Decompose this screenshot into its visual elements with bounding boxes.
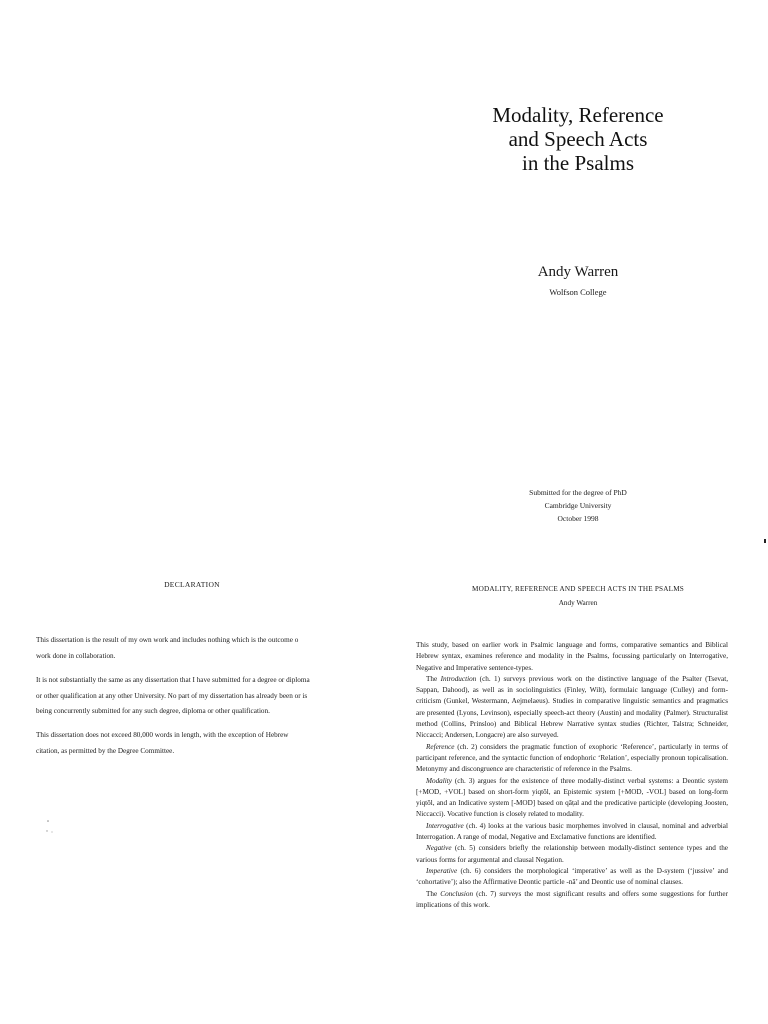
abstract-paragraph: Negative (ch. 5) considers briefly the relationship between modally-distinct sentence types and the various forms for argumental and clausal Negation. bbox=[416, 844, 728, 864]
declaration-paragraph-1 bbox=[36, 633, 388, 664]
abstract-section-name: Negative bbox=[426, 844, 452, 853]
abstract-title: MODALITY, REFERENCE AND SPEECH ACTS IN THE PSALMS bbox=[471, 585, 684, 593]
declaration-paragraph-3 bbox=[36, 728, 388, 759]
scan-specks bbox=[44, 818, 64, 842]
abstract-section-name: Conclusion bbox=[440, 889, 474, 898]
abstract-section-name: Modality bbox=[426, 776, 452, 785]
declaration-line: being concurrently submitted for any such degree, diploma or other qualification. bbox=[36, 707, 270, 715]
declaration-line: or other qualification at any other University. No part of my dissertation has already been or is bbox=[36, 691, 308, 700]
college-name: Wolfson College bbox=[549, 287, 607, 297]
abstract-body bbox=[416, 640, 728, 911]
declaration-line: work done in collaboration. bbox=[36, 651, 116, 660]
abstract-section-name: Reference bbox=[426, 742, 455, 751]
abstract-paragraph: Modality (ch. 3) argues for the existence of three modally-distinct verbal systems: a Deontic system [+MOD, +VOL] based on short-form yiqtōl, an Epistemic system [+MOD, -VOL] based on long-form yiqtōl, and an Indicative system [-MOD] based on qāṭal and the predicative participle (developing Joosten, Niccacci). Vocative function is closely related to modality. bbox=[416, 776, 728, 819]
author-name: Andy Warren bbox=[537, 264, 619, 280]
submission-degree: Submitted for the degree of PhD bbox=[529, 488, 627, 497]
abstract-section-name: Imperative bbox=[426, 866, 458, 875]
abstract-paragraph: This study, based on earlier work in Psalmic language and forms, comparative semantics and Biblical Hebrew syntax, examines reference and modality in the Psalms, focussing particularly on Interrogative, Negative and Imperative sentence-types. bbox=[416, 641, 728, 672]
thesis-title-line-1: Modality, Reference bbox=[492, 103, 664, 127]
title-page bbox=[388, 0, 768, 570]
declaration-line: citation, as permitted by the Degree Committee. bbox=[36, 746, 175, 755]
submission-university: Cambridge University bbox=[544, 501, 612, 510]
abstract-paragraph: Interrogative (ch. 4) looks at the various basic morphemes involved in clausal, nominal and adverbial Interrogation. A range of modal, Negative and Exclamative functions are identified. bbox=[416, 821, 728, 842]
abstract-section-name: Introduction bbox=[440, 674, 477, 683]
thesis-title-line-2: and Speech Acts bbox=[508, 127, 648, 151]
declaration-paragraph-2 bbox=[36, 673, 388, 720]
thesis-title-line-3: in the Psalms bbox=[521, 151, 634, 175]
abstract-paragraph: Imperative (ch. 6) considers the morphological ‘imperative’ as well as the D-system (‘jussive’ and ‘cohortative’); also the Affirmative Deontic particle -nā’ and Deontic use of nominal clauses. bbox=[416, 866, 728, 887]
abstract-paragraph: The Introduction (ch. 1) surveys previous work on the distinctive language of the Psalter (Tsevat, Sappan, Dahood), as well as in sociolinguistics (Finley, Wilt), formulaic language (Culley) and form-criticism (Gunkel, Westermann, Aejmelaeus). Studies in comparative linguistic semantics and pragmatics are presented (Lyons, Levinson), especially speech-act theory (Austin) and modality (Palmer). Structuralist method (Collins, Prinsloo) and Biblical Hebrew Narrative syntax studies (Richter, Talstra; Schneider, Niccacci; Andersen, Longacre) are also surveyed. bbox=[416, 674, 728, 740]
scan-edge-mark bbox=[764, 539, 766, 543]
declaration-heading: DECLARATION bbox=[164, 580, 220, 589]
abstract-author: Andy Warren bbox=[558, 599, 598, 607]
abstract-section-name: Interrogative bbox=[426, 821, 464, 830]
abstract-paragraph: Reference (ch. 2) considers the pragmatic function of exophoric ‘Reference’, particularly in terms of participant reference, and the syntactic function of endophoric ‘Relation’, especially pronoun topicalisation. Metonymy and discongruence are characteristic of reference in the Psalms. bbox=[416, 742, 728, 774]
abstract-paragraph: The Conclusion (ch. 7) surveys the most significant results and offers some suggestions for further implications of this work. bbox=[416, 889, 728, 909]
declaration-line: This dissertation does not exceed 80,000 words in length, with the exception of Hebrew bbox=[36, 731, 289, 739]
submission-date: October 1998 bbox=[557, 514, 599, 523]
declaration-line: It is not substantially the same as any dissertation that I have submitted for a degree or diploma bbox=[36, 676, 310, 684]
declaration-line: This dissertation is the result of my own work and includes nothing which is the outcome o bbox=[36, 636, 299, 644]
